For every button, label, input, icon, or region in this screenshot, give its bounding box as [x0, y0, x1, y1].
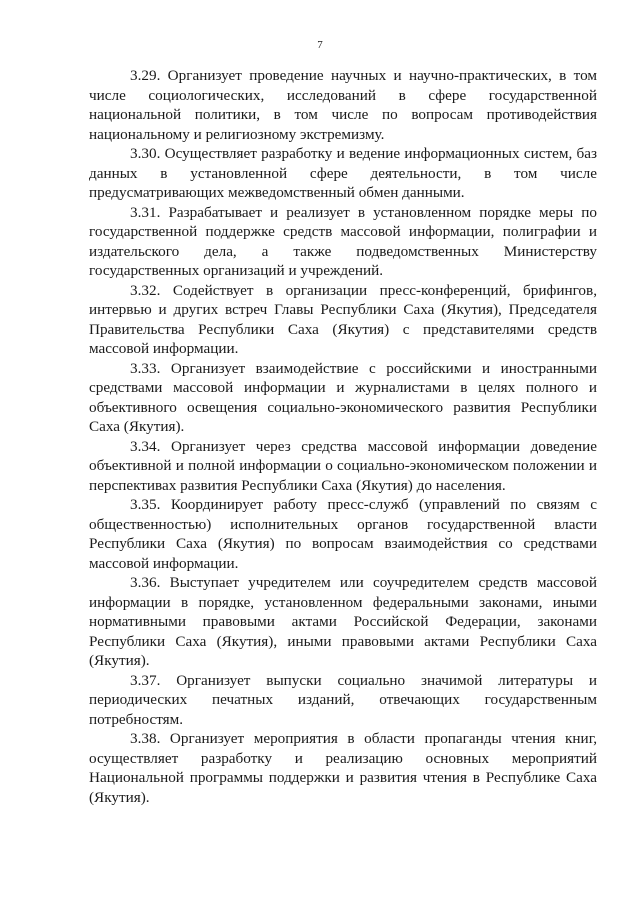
paragraph-3-34: 3.34. Организует через средства массовой информации доведение объективной и полной информации о социально-экономическом положении и перспективах развития Республики Саха (Якутия) до населения. — [89, 437, 597, 494]
paragraph-3-32: 3.32. Содействует в организации пресс-конференций, брифингов, интервью и других встреч Главы Республики Саха (Якутия), Председателя Правительства Республики Саха (Якутия) с представителями средств массовой информации. — [89, 281, 597, 357]
paragraph-3-37: 3.37. Организует выпуски социально значимой литературы и периодических печатных изданий, отвечающих государственным потребностям. — [89, 671, 597, 728]
paragraph-3-35: 3.35. Координирует работу пресс-служб (управлений по связям с общественностью) исполнительных органов государственной власти Республики Саха (Якутия) по вопросам взаимодействия со средствами массовой информации. — [89, 496, 597, 572]
paragraph-3-33: 3.33. Организует взаимодействие с российскими и иностранными средствами массовой информации и журналистами в целях полного и объективного освещения социально-экономического развития Республики Саха (Якутия). — [89, 359, 597, 435]
paragraph-3-31: 3.31. Разрабатывает и реализует в установленном порядке меры по государственной поддержке средств массовой информации, полиграфии и издательского дела, а также подведомственных Министерству государственных организаций и учреждений. — [89, 203, 597, 279]
paragraph-3-30: 3.30. Осуществляет разработку и ведение информационных систем, баз данных в установленной сфере деятельности, в том числе предусматривающих межведомственный обмен данными. — [89, 145, 597, 201]
paragraph-3-38: 3.38. Организует мероприятия в области пропаганды чтения книг, осуществляет разработку и реализацию основных мероприятий Национальной программы поддержки и развития чтения в Республике Саха (Якутия). — [89, 730, 597, 806]
paragraph-3-36: 3.36. Выступает учредителем или соучредителем средств массовой информации в порядке, установленном федеральными законами, иными нормативными правовыми актами Российской Федерации, законами Республики Саха (Якутия), иными правовыми актами Республики Саха (Якутия). — [89, 574, 597, 669]
paragraph-3-29: 3.29. Организует проведение научных и научно-практических, в том числе социологических, исследований в сфере государственной национальной политики, в том числе по вопросам противодействия национальному и религиозному экстремизму. — [89, 67, 597, 143]
document-body — [89, 66, 597, 807]
page-number: 7 — [317, 39, 323, 51]
